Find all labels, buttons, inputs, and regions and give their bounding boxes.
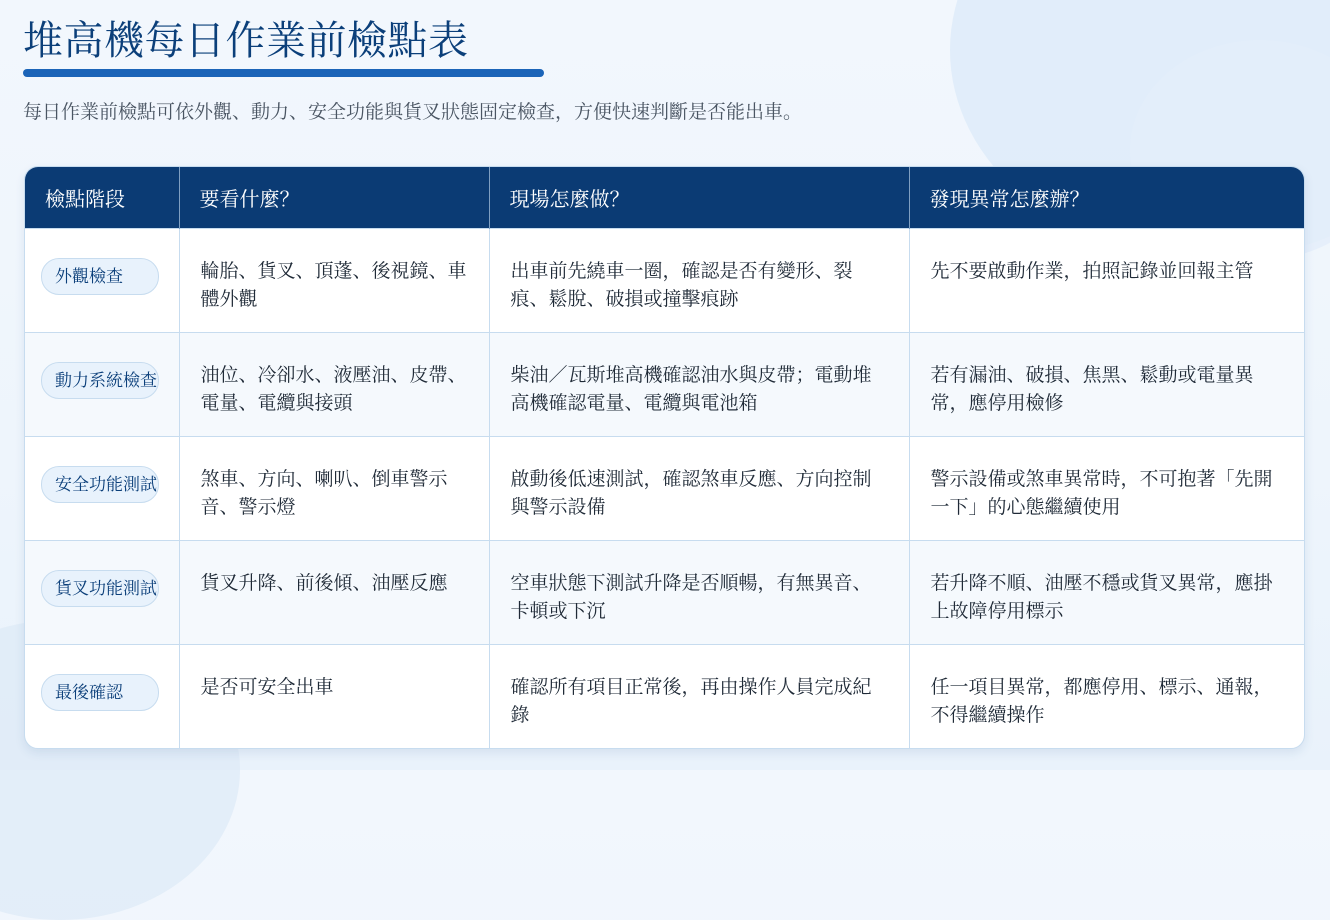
header-how: 現場怎麼做？ (489, 167, 909, 228)
checklist-table-card (24, 166, 1305, 749)
how-cell: 啟動後低速測試，確認煞車反應、方向控制與警示設備 (489, 436, 909, 540)
abnormal-cell: 警示設備或煞車異常時，不可抱著「先開一下」的心態繼續使用 (909, 436, 1304, 540)
header-stage: 檢點階段 (25, 167, 179, 228)
table-row (25, 228, 1304, 332)
stage-cell (25, 228, 179, 332)
how-cell: 空車狀態下測試升降是否順暢，有無異音、卡頓或下沉 (489, 540, 909, 644)
what-cell: 貨叉升降、前後傾、油壓反應 (179, 540, 489, 644)
abnormal-cell: 任一項目異常，都應停用、標示、通報，不得繼續操作 (909, 644, 1304, 748)
stage-badge: 動力系統檢查 (41, 362, 159, 399)
how-cell: 出車前先繞車一圈，確認是否有變形、裂痕、鬆脫、破損或撞擊痕跡 (489, 228, 909, 332)
title-underline (23, 69, 544, 77)
abnormal-cell: 若有漏油、破損、焦黑、鬆動或電量異常，應停用檢修 (909, 332, 1304, 436)
what-cell: 輪胎、貨叉、頂蓬、後視鏡、車體外觀 (179, 228, 489, 332)
header-abnormal: 發現異常怎麼辦？ (909, 167, 1304, 228)
checklist-table (25, 167, 1304, 748)
how-cell: 確認所有項目正常後，再由操作人員完成紀錄 (489, 644, 909, 748)
stage-cell (25, 332, 179, 436)
table-row (25, 332, 1304, 436)
table-row (25, 644, 1304, 748)
table-row (25, 540, 1304, 644)
page-title: 堆高機每日作業前檢點表 (23, 18, 469, 64)
abnormal-cell: 先不要啟動作業，拍照記錄並回報主管 (909, 228, 1304, 332)
stage-cell (25, 644, 179, 748)
stage-cell (25, 436, 179, 540)
what-cell: 油位、冷卻水、液壓油、皮帶、電量、電纜與接頭 (179, 332, 489, 436)
table-row (25, 436, 1304, 540)
how-cell: 柴油／瓦斯堆高機確認油水與皮帶；電動堆高機確認電量、電纜與電池箱 (489, 332, 909, 436)
table-header-row (25, 167, 1304, 228)
header-what: 要看什麼？ (179, 167, 489, 228)
what-cell: 煞車、方向、喇叭、倒車警示音、警示燈 (179, 436, 489, 540)
stage-cell (25, 540, 179, 644)
stage-badge: 貨叉功能測試 (41, 570, 159, 607)
stage-badge: 安全功能測試 (41, 466, 159, 503)
abnormal-cell: 若升降不順、油壓不穩或貨叉異常，應掛上故障停用標示 (909, 540, 1304, 644)
stage-badge: 最後確認 (41, 674, 159, 711)
page-subtitle: 每日作業前檢點可依外觀、動力、安全功能與貨叉狀態固定檢查，方便快速判斷是否能出車。 (23, 101, 803, 123)
what-cell: 是否可安全出車 (179, 644, 489, 748)
stage-badge: 外觀檢查 (41, 258, 159, 295)
